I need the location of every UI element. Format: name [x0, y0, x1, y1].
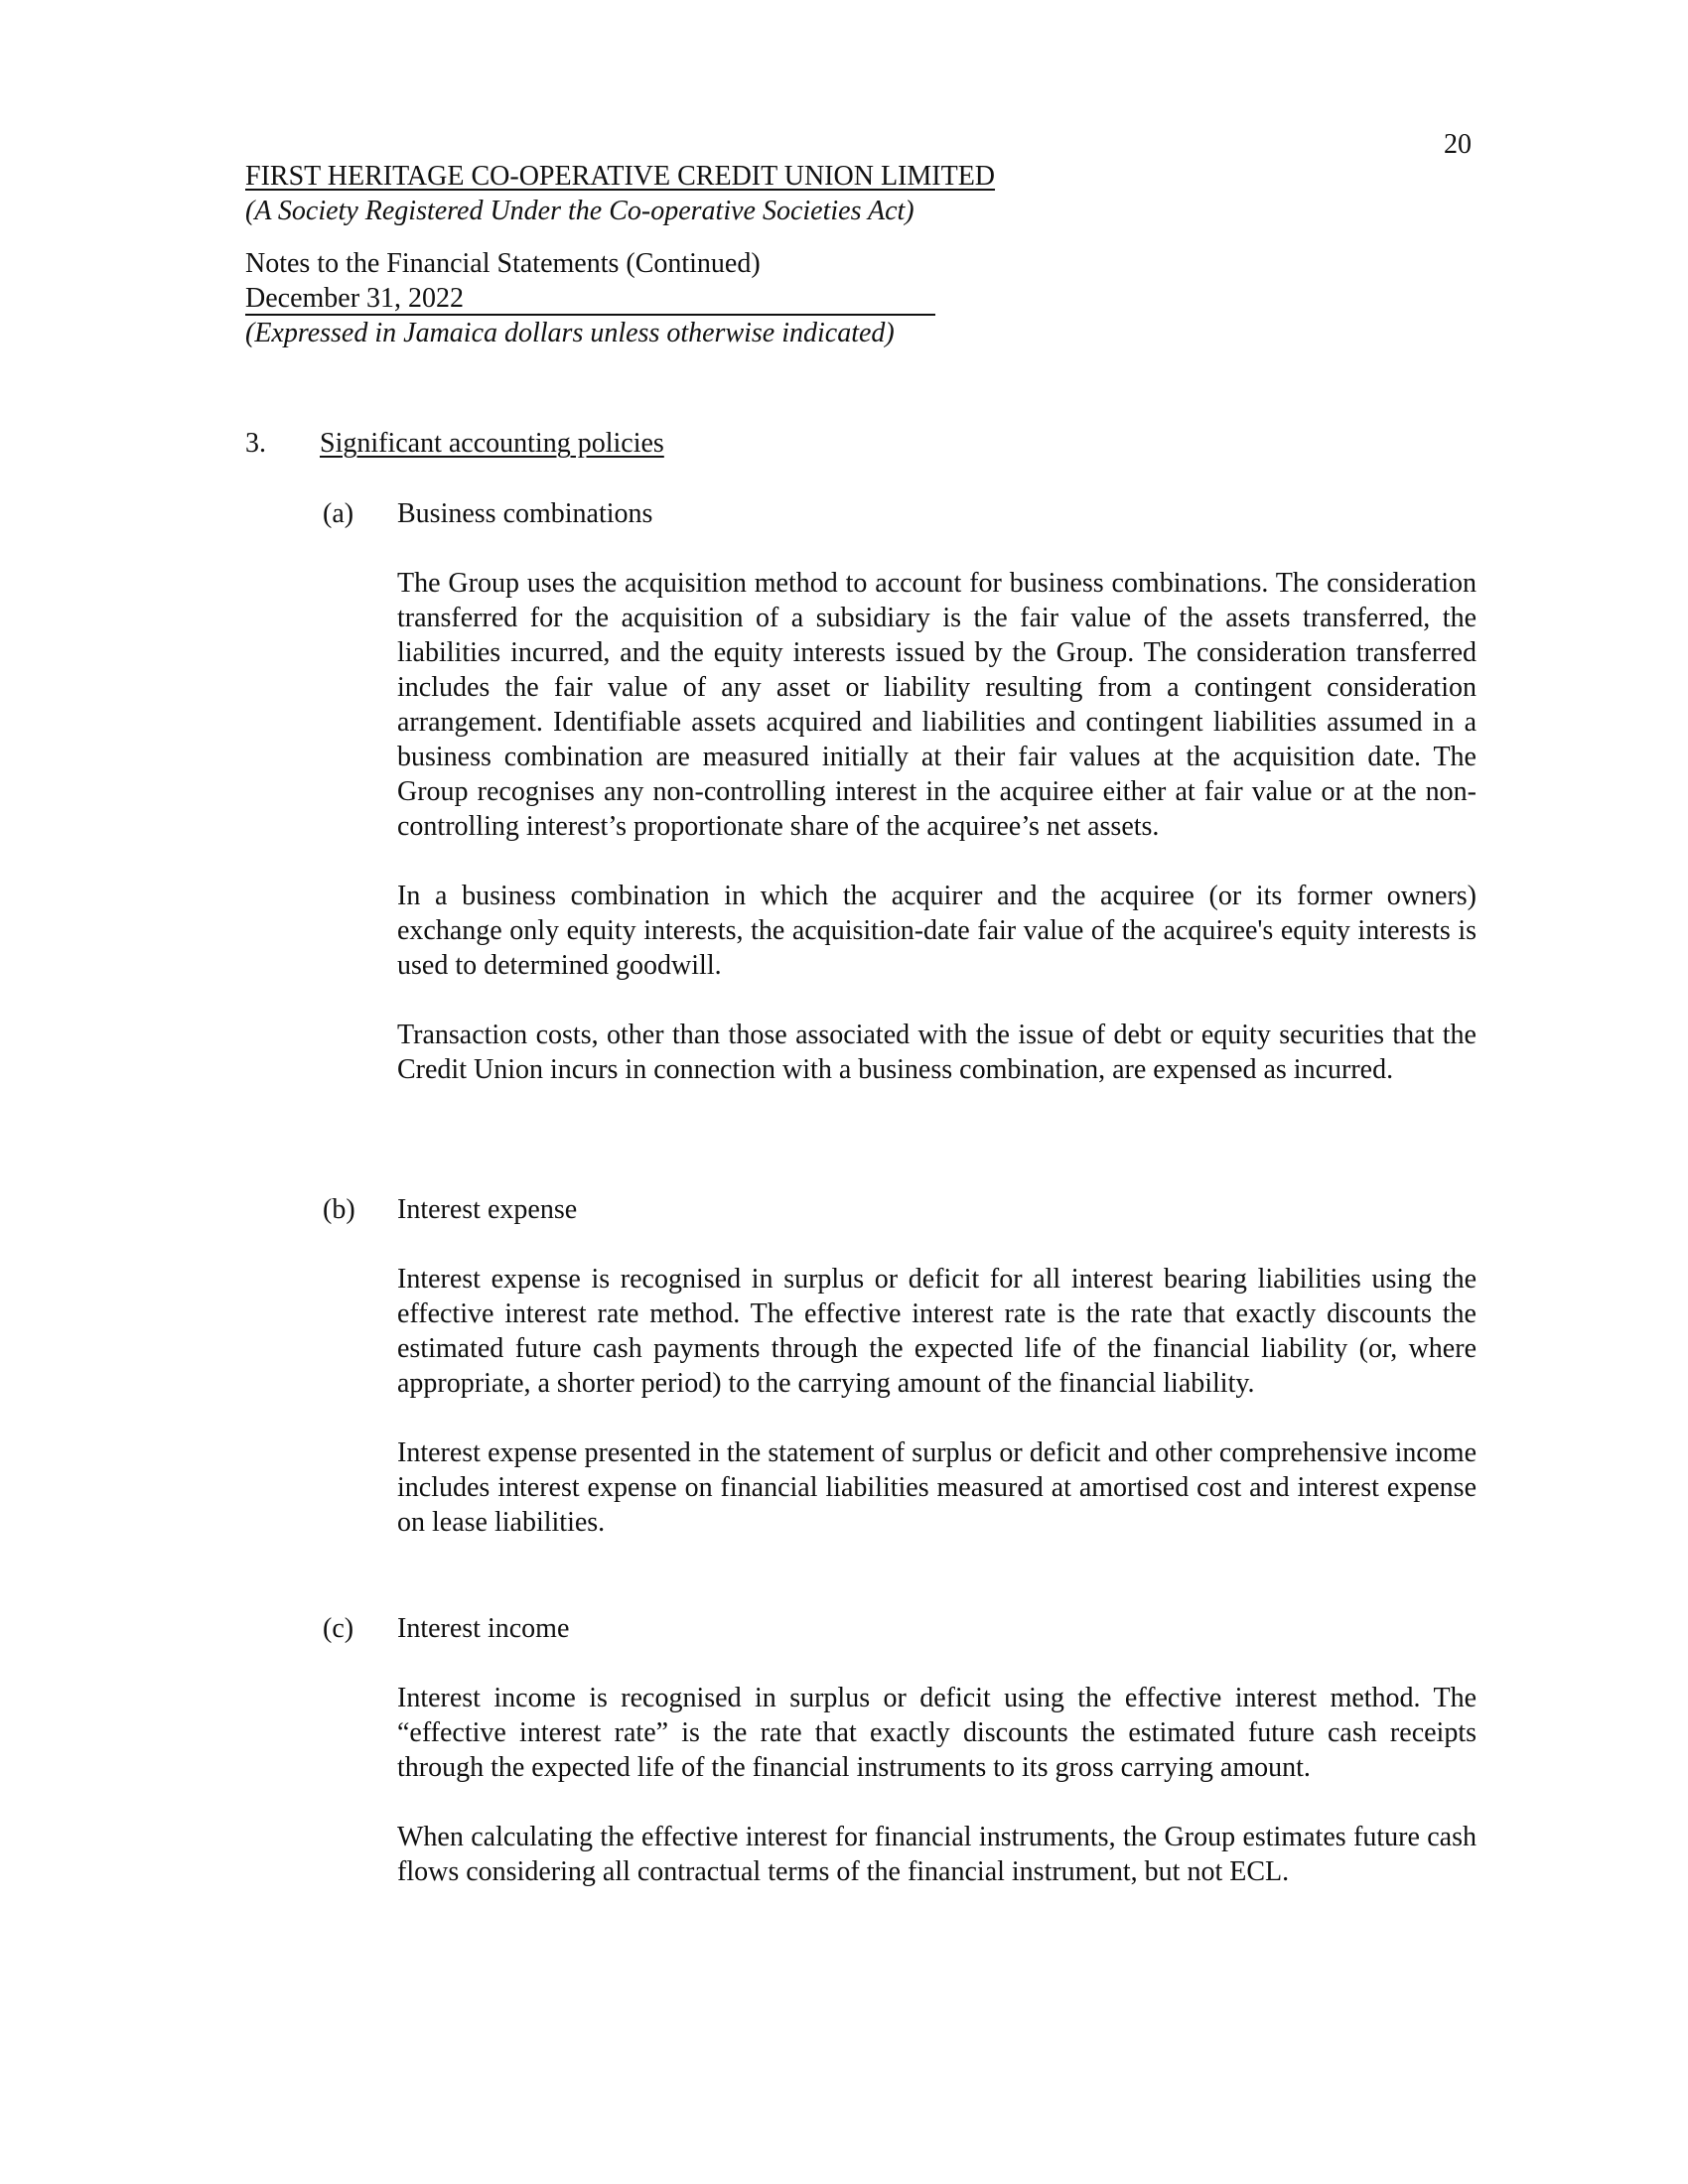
subsection-label: (a) — [323, 498, 354, 529]
paragraph: Interest expense presented in the statement of surplus or deficit and other comprehensive income includes interest expense on financial liabilities measured at amortised cost and interest expense on lease liabilities. — [397, 1437, 1477, 1538]
notes-title: Notes to the Financial Statements (Continued) — [245, 248, 761, 279]
paragraph: Interest expense is recognised in surplus or deficit for all interest bearing liabilities using the effective interest rate method. The effective interest rate is the rate that exactly discounts the estimated future cash payments through the expected life of the financial liability (or, where appropriate, a shorter period) to the carrying amount of the financial liability. — [397, 1264, 1477, 1399]
section-heading — [245, 426, 1477, 461]
currency-note: (Expressed in Jamaica dollars unless otherwise indicated) — [245, 318, 895, 348]
organization-subtitle: (A Society Registered Under the Co-operative Societies Act) — [245, 196, 914, 226]
paragraph: Interest income is recognised in surplus or deficit using the effective interest method. The “effective interest rate” is the rate that exactly discounts the estimated future cash receipts through the expected life of the financial instruments to its gross carrying amount. — [397, 1683, 1477, 1783]
paragraph: When calculating the effective interest for financial instruments, the Group estimates future cash flows considering all contractual terms of the financial instrument, but not ECL. — [397, 1822, 1477, 1887]
statement-date: December 31, 2022 — [245, 283, 935, 316]
subsection-business-combinations — [245, 496, 1477, 1087]
organization-name: FIRST HERITAGE CO-OPERATIVE CREDIT UNION LIMITED — [245, 161, 996, 192]
section-title: Significant accounting policies — [320, 428, 664, 459]
subsection-label: (b) — [323, 1194, 355, 1225]
subsection-title: Business combinations — [397, 498, 653, 529]
paragraph: In a business combination in which the acquirer and the acquiree (or its former owners) exchange only equity interests, the acquisition-date fair value of the acquiree's equity interests is used to determined goodwill. — [397, 881, 1477, 981]
paragraph: The Group uses the acquisition method to account for business combinations. The consideration transferred for the acquisition of a subsidiary is the fair value of the assets transferred, the liabilities incurred, and the equity interests issued by the Group. The consideration transferred includes the fair value of any asset or liability resulting from a contingent consideration arrangement. Identifiable assets acquired and liabilities and contingent liabilities assumed in a business combination are measured initially at their fair values at the acquisition date. The Group recognises any non-controlling interest in the acquiree either at fair value or at the non-controlling interest’s proportionate share of the acquiree’s net assets. — [397, 568, 1477, 842]
paragraph: Transaction costs, other than those associated with the issue of debt or equity securities that the Credit Union incurs in connection with a business combination, are expensed as incurred. — [397, 1020, 1477, 1085]
page-number: 20 — [1444, 129, 1472, 160]
subsection-interest-income — [245, 1611, 1477, 1889]
section-number: 3. — [245, 428, 266, 459]
subsection-label: (c) — [323, 1613, 354, 1644]
document-header — [245, 159, 1238, 350]
subsection-title: Interest expense — [397, 1194, 578, 1225]
subsection-interest-expense — [245, 1192, 1477, 1540]
subsection-title: Interest income — [397, 1613, 570, 1644]
